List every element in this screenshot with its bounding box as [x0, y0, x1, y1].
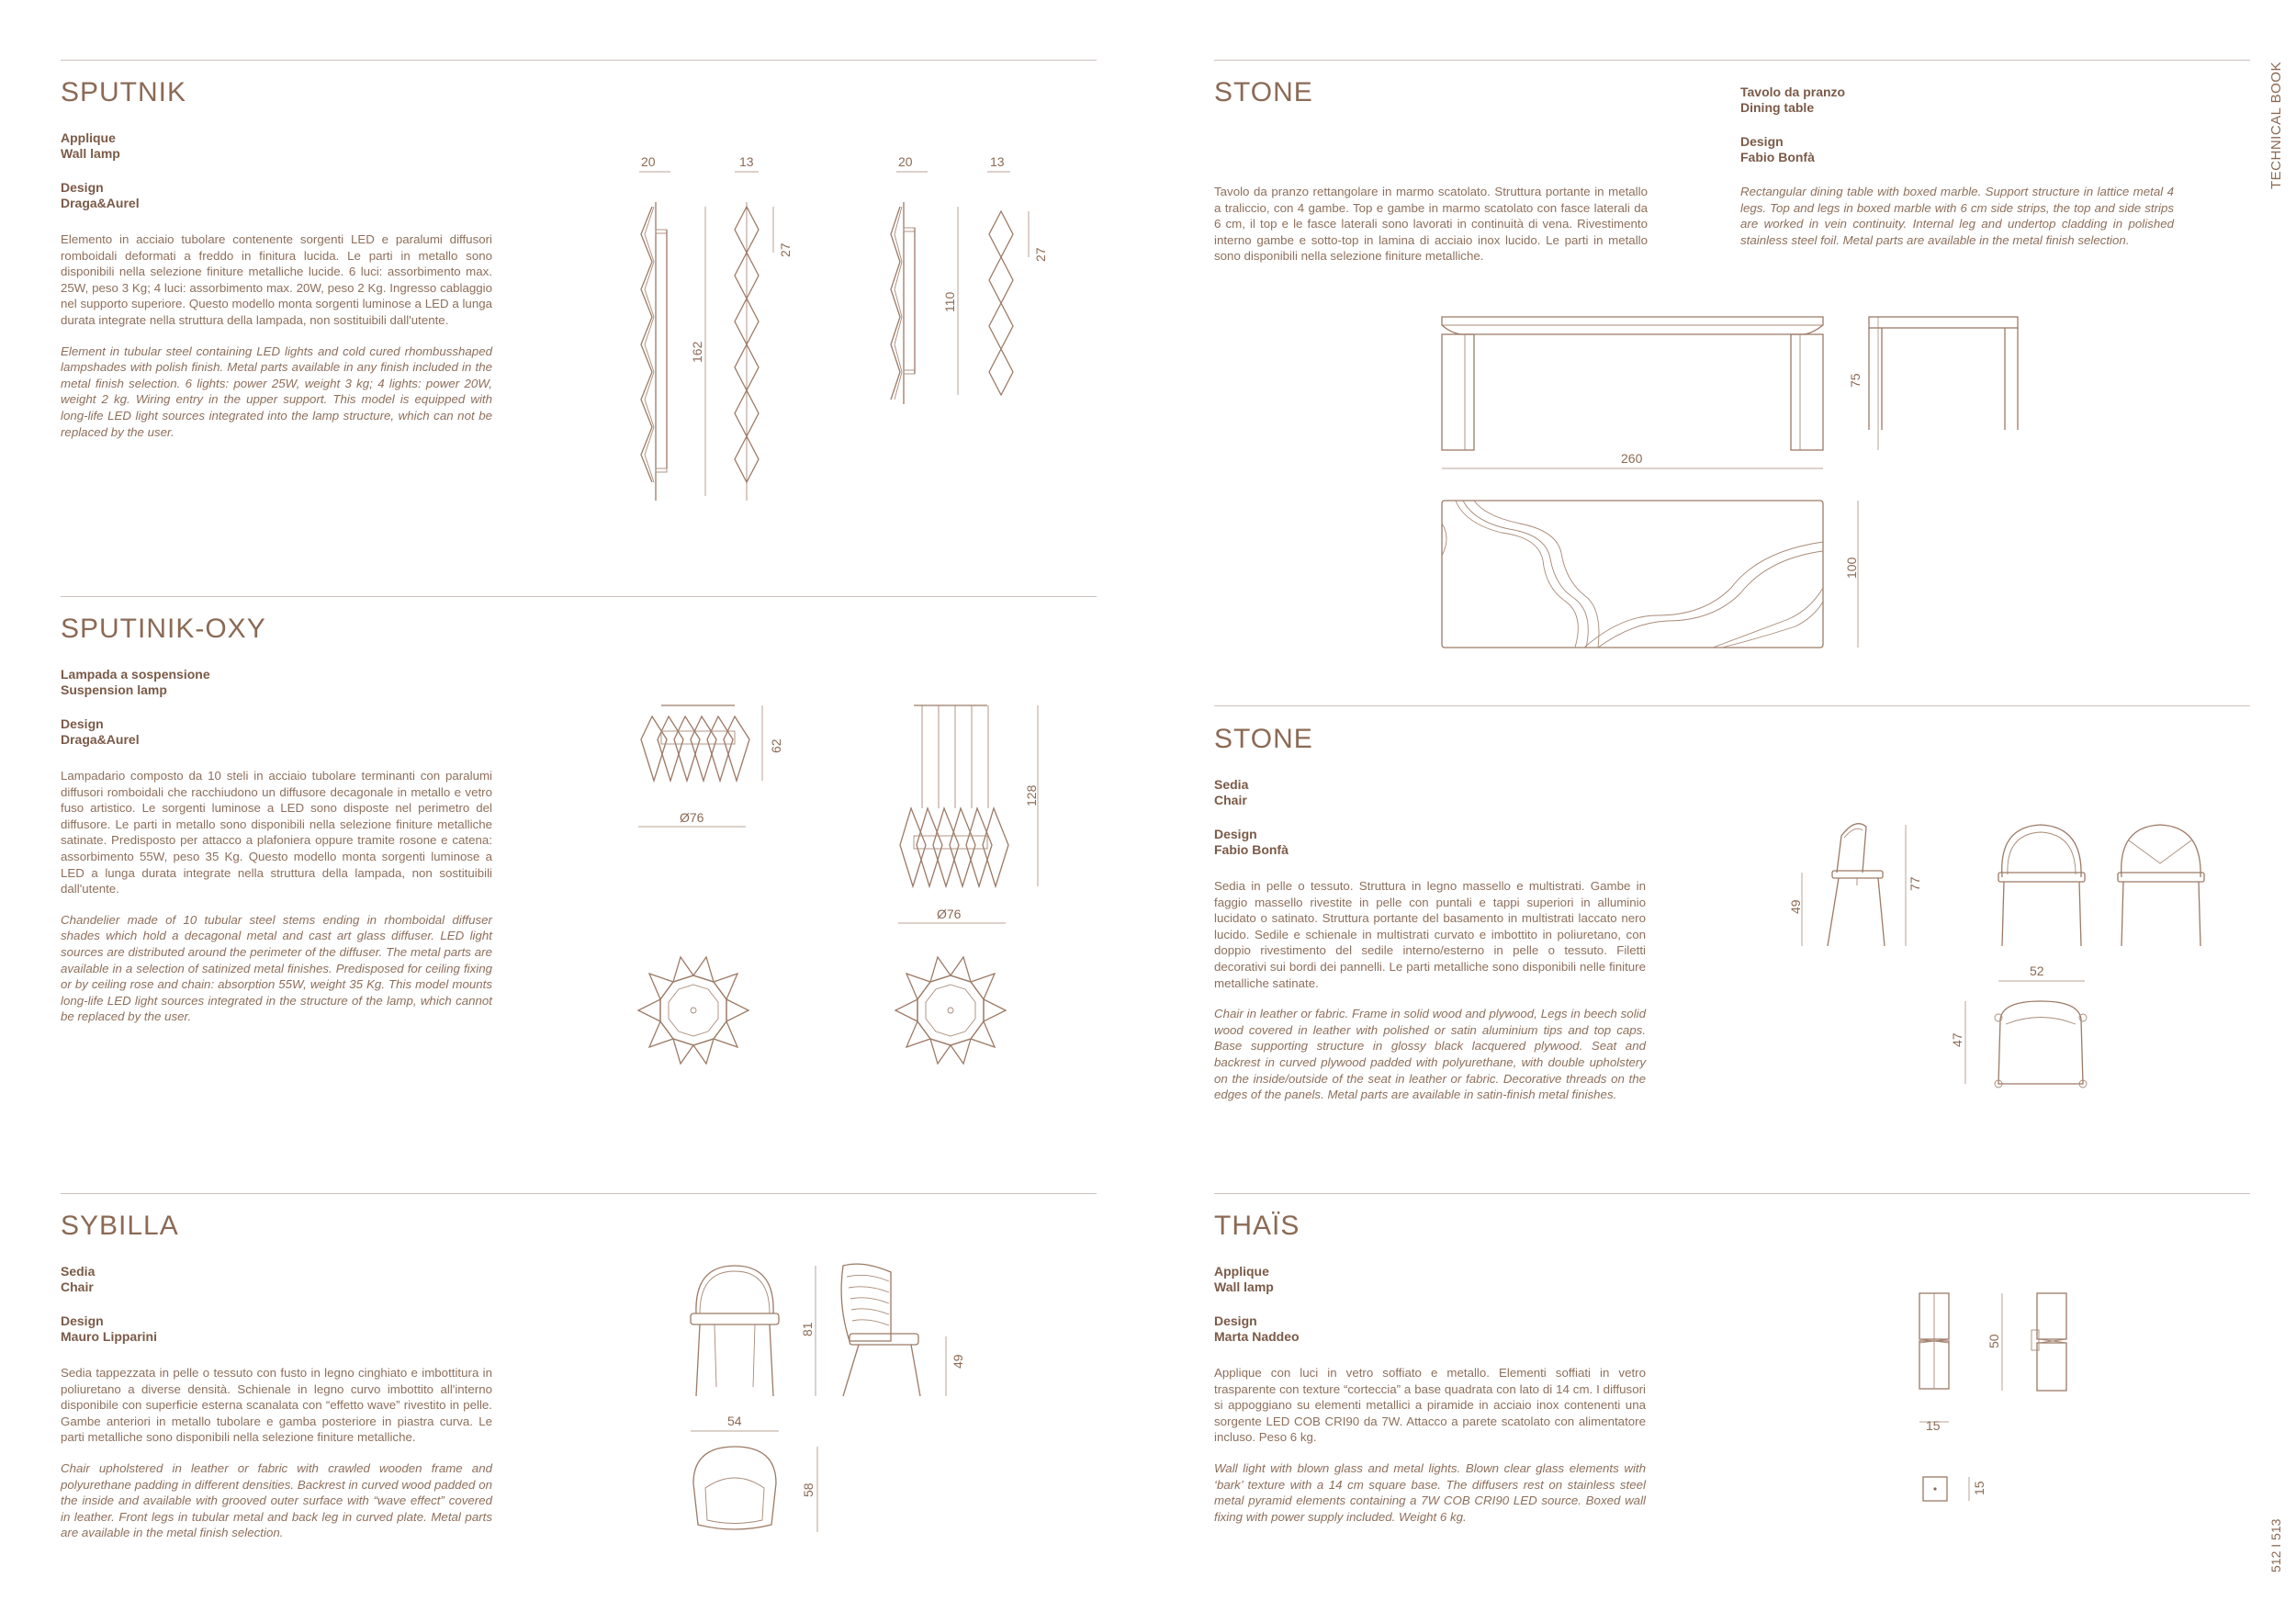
product-title: SPUTNIK: [61, 77, 187, 107]
description-it: Applique con luci in vetro soffiato e metallo. Elementi soffiati in vetro trasparente con texture “corteccia” a base quadrata con lato di 14 cm. I diffusori si appoggiano su elementi metallici a piramide in acciaio inox contenenti una sorgente LED COB CRI90 da 7W. Attacco a parete scatolato con alimentatore incluso. Peso 6 kg.: [1214, 1366, 1646, 1445]
design-label: Design: [61, 1313, 104, 1328]
chandelier-top-view: [638, 957, 748, 1064]
section-divider: [61, 1193, 1097, 1194]
product-type-en: Chair: [61, 1279, 94, 1294]
description-en: Chair upholstered in leather or fabric with crawled wooden frame and polyurethane padding in different densities. Backrest in curved wood padded on the inside and available with grooved outer surface with “wave effect” covered in leather. Front legs in tubular metal and back leg in curved plate. Metal parts are available in the metal finish selection.: [61, 1460, 492, 1540]
section-divider: [1214, 60, 2250, 61]
product-type-it: Applique: [61, 130, 116, 145]
design-label: Design: [1740, 134, 1784, 149]
chair-front-view: [691, 1266, 779, 1396]
dim-label: 50: [1986, 1334, 2001, 1348]
lamp-top-view: [1923, 1477, 1947, 1501]
product-type-en: Wall lamp: [61, 146, 120, 161]
description-en: Wall light with blown glass and metal lights. Blown clear glass elements with ‘bark’ texture with a 14 cm square base. The diffusers rest on stainless steel metal pyramid elements containing a 7W COB CRI90 LED source. Boxed wall fixing with power supply included. Weight 6 kg.: [1214, 1460, 1646, 1524]
chair-side-view: [1828, 824, 1885, 946]
dim-label: 128: [1024, 784, 1039, 806]
thais-drawings: [1910, 1286, 2131, 1525]
dim-label: Ø76: [680, 810, 704, 825]
chandelier-short: [641, 716, 749, 781]
description-en: Chandelier made of 10 tubular steel stems ending in rhomboidal diffuser shades which hold a decagonal metal and cast art glass diffuser. LED light sources are distributed around the perimeter of the diffuser. The metal parts are available in a selection of satinized metal finishes. Predisposed for ceiling fixing or by ceiling rose and chain: absorption 55W, weight 35 Kg. This model mounts long-life LED light sources integrated in the structure of the lamp, which cannot be replaced by the user.: [61, 912, 492, 1024]
table-front-view: [1442, 317, 1823, 450]
product-type-en: Wall lamp: [1214, 1279, 1274, 1294]
chandelier-tall: [900, 705, 1008, 886]
product-type-it: Lampada a sospensione: [61, 667, 210, 682]
stone-table-drawings: [1437, 312, 2053, 661]
sputnik-drawings: [625, 152, 1084, 519]
lamp-front-rhombus: [989, 211, 1013, 395]
product-stone-table: [1214, 77, 2252, 264]
sputinik-oxy-drawings: [634, 698, 1075, 1084]
description-en: Rectangular dining table with boxed marble. Support structure in lattice metal 4 legs. Top and legs in boxed marble with 6 cm side strips, the top and side strips are worked in vein continuity. Internal leg and undertop cladding in polished stainless steel foil. Metal parts are available in the metal finish selection.: [1740, 185, 2174, 247]
description-it: Sedia in pelle o tessuto. Struttura in legno massello e multistrati. Gambe in faggio massello rivestite in pelle con puntali e tappi superiori in alluminio lucidato o satinato. Struttura portante del basamento in multistrati laccato nero lucido. Sedile e schienale in multistrati curvato e imbottito in poliuretano, con doppio rivestimento del sedile interno/esterno in pelle o tessuto. Filetti decorativi sui bordi dei pannelli. Le parti metalliche sono disponibili nelle finiture metalliche satinate.: [1214, 879, 1646, 990]
sybilla-drawings: [680, 1258, 1010, 1571]
chair-top-view: [1995, 1001, 2087, 1088]
dim-label: 27: [778, 242, 793, 257]
dim-label: 110: [942, 291, 957, 312]
designer-name: Mauro Lipparini: [61, 1329, 157, 1344]
dim-label: 81: [800, 1322, 815, 1336]
technical-book-label: TECHNICAL BOOK: [2268, 62, 2284, 189]
dim-label: 13: [990, 154, 1005, 169]
dim-label: 20: [898, 154, 913, 169]
lamp-side-profile: [891, 207, 900, 400]
product-sputnik: [61, 79, 492, 440]
designer-name: Draga&Aurel: [61, 732, 140, 747]
dim-label: 52: [2030, 964, 2044, 978]
dim-label: 49: [951, 1354, 965, 1369]
product-type-it: Applique: [1214, 1264, 1269, 1279]
section-divider: [1214, 705, 2250, 706]
description-it: Elemento in acciaio tubolare contenente sorgenti LED e paralumi diffusori romboidali deformati a freddo in finitura lucida. Le parti in metallo sono disponibili nella selezione finiture metalliche lucide. 6 luci: assorbimento max. 25W, peso 3 Kg; 4 luci: assorbimento max. 20W, peso 2 Kg. Ingresso cablaggio nel supporto superiore. Questo modello monta sorgenti luminose a LED a lunga durata integrate nella struttura della lampada, non sostituibili dall'utente.: [61, 232, 492, 327]
design-label: Design: [1214, 1313, 1257, 1328]
lamp-side-view: [2032, 1293, 2066, 1391]
lamp-side-profile: [641, 207, 652, 482]
designer-name: Fabio Bonfà: [1740, 150, 1815, 164]
section-divider: [61, 60, 1097, 61]
designer-name: Marta Naddeo: [1214, 1329, 1300, 1344]
dim-label: 47: [1950, 1032, 1964, 1047]
description-en: Chair in leather or fabric. Frame in solid wood and plywood, Legs in beech solid wood covered in leather with polished or satin aluminium tips and top caps. Base supporting structure in glossy black lacquered plywood. Seat and backrest in curved plywood padded with polyurethane, with double upholstery on the inside/outside of the seat in leather or fabric. Decorative threads on the edges of the panels. Metal parts are available in satin-finish metal finishes.: [1214, 1007, 1646, 1102]
lamp-front-view: [1919, 1293, 1949, 1389]
dim-label: 77: [1908, 876, 1922, 891]
product-type-it: Tavolo da pranzo: [1740, 85, 1846, 99]
dim-label: 260: [1621, 451, 1643, 466]
product-title: STONE: [1214, 724, 1313, 754]
product-type-it: Sedia: [1214, 777, 1249, 792]
design-label: Design: [61, 180, 104, 195]
product-sybilla: [61, 1212, 492, 1541]
dim-label: 13: [739, 154, 754, 169]
dim-label: 162: [690, 341, 704, 363]
chair-back-view: [2118, 825, 2204, 946]
design-label: Design: [1214, 827, 1257, 841]
page-numbers: 512 I 513: [2268, 1518, 2283, 1572]
stone-chair-drawings: [1782, 817, 2241, 1121]
dim-label: 27: [1033, 247, 1048, 262]
dim-label: 15: [1926, 1418, 1941, 1433]
designer-name: Fabio Bonfà: [1214, 842, 1289, 857]
designer-name: Draga&Aurel: [61, 196, 140, 210]
table-top-view: [1442, 501, 1823, 648]
table-side-view: [1869, 317, 2018, 430]
product-type-en: Chair: [1214, 793, 1247, 807]
product-type-en: Suspension lamp: [61, 682, 167, 697]
product-sputinik-oxy: [61, 615, 492, 1025]
dim-label: 62: [769, 738, 783, 753]
product-type-en: Dining table: [1740, 100, 1815, 115]
description-en: Element in tubular steel containing LED lights and cold cured rhombusshaped lampshades with polish finish. Metal parts available in any finish included in the metal finish selection. 6 lights: power 25W, weight 3 kg; 4 lights: power 20W, weight 2 kg. Wiring entry in the upper support. This model is equipped with long-life LED light sources integrated into the lamp structure, which can not be replaced by the user.: [61, 344, 492, 439]
dim-label: 49: [1788, 899, 1803, 914]
chair-top-view: [693, 1447, 776, 1529]
product-title: SPUTINIK-OXY: [61, 614, 266, 644]
dim-label: 20: [641, 154, 656, 169]
dim-label: 54: [727, 1414, 742, 1428]
product-title: THAÏS: [1214, 1211, 1300, 1241]
product-stone-chair: [1214, 726, 1646, 1103]
product-title: SYBILLA: [61, 1211, 179, 1241]
design-label: Design: [61, 716, 104, 731]
description-it: Lampadario composto da 10 steli in acciaio tubolare terminanti con paralumi diffusori romboidali che racchiudono un diffusore decagonale in metallo e vetro fuso artistico. Le sorgenti luminose a LED sono disposte nel perimetro del diffusore. Le parti in metallo sono disponibili nella selezione finiture metalliche satinate. Predisposto per attacco a plafoniera oppure tramite rosone e catena: assorbimento 55W, peso 35 Kg. Questo modello monta sorgenti luminose a LED a lunga durata integrate nella struttura della lampada, non sostituibili dall'utente.: [61, 769, 492, 896]
section-divider: [61, 596, 1097, 597]
description-it: Sedia tappezzata in pelle o tessuto con fusto in legno cinghiato e imbottitura in poliuretano a diverse densità. Schienale in legno curvo imbottito all'interno disponibile con superficie esterna scanalata con “effetto wave” rivestito in pelle. Gambe anteriori in metallo tubolare e gamba posteriore in piastra curva. Le parti metalliche sono disponibili nella selezione finiture metalliche.: [61, 1366, 492, 1445]
product-title: STONE: [1214, 77, 1313, 107]
product-thais: [1214, 1212, 1646, 1525]
chair-side-view: [841, 1264, 920, 1396]
dim-label: 58: [801, 1482, 816, 1497]
product-type-it: Sedia: [61, 1264, 96, 1279]
section-divider: [1214, 1193, 2250, 1194]
chair-front-view: [1998, 825, 2085, 946]
dim-label: Ø76: [937, 907, 962, 921]
dim-label: 75: [1848, 373, 1863, 388]
dim-label: 100: [1844, 557, 1859, 579]
dim-label: 15: [1972, 1481, 1986, 1495]
description-it: Tavolo da pranzo rettangolare in marmo scatolato. Struttura portante in metallo a traliccio, con 4 gambe. Top e gambe in marmo scatolato con fasce laterali da 6 cm, il top e le fasce laterali sono lavorati in continuità di vena. Rivestimento interno gambe e sotto-top in lamina di acciaio inox lucido. Le parti in metallo sono disponibili nella selezione finiture metalliche.: [1214, 185, 1648, 264]
chandelier-top-view: [895, 957, 1006, 1064]
